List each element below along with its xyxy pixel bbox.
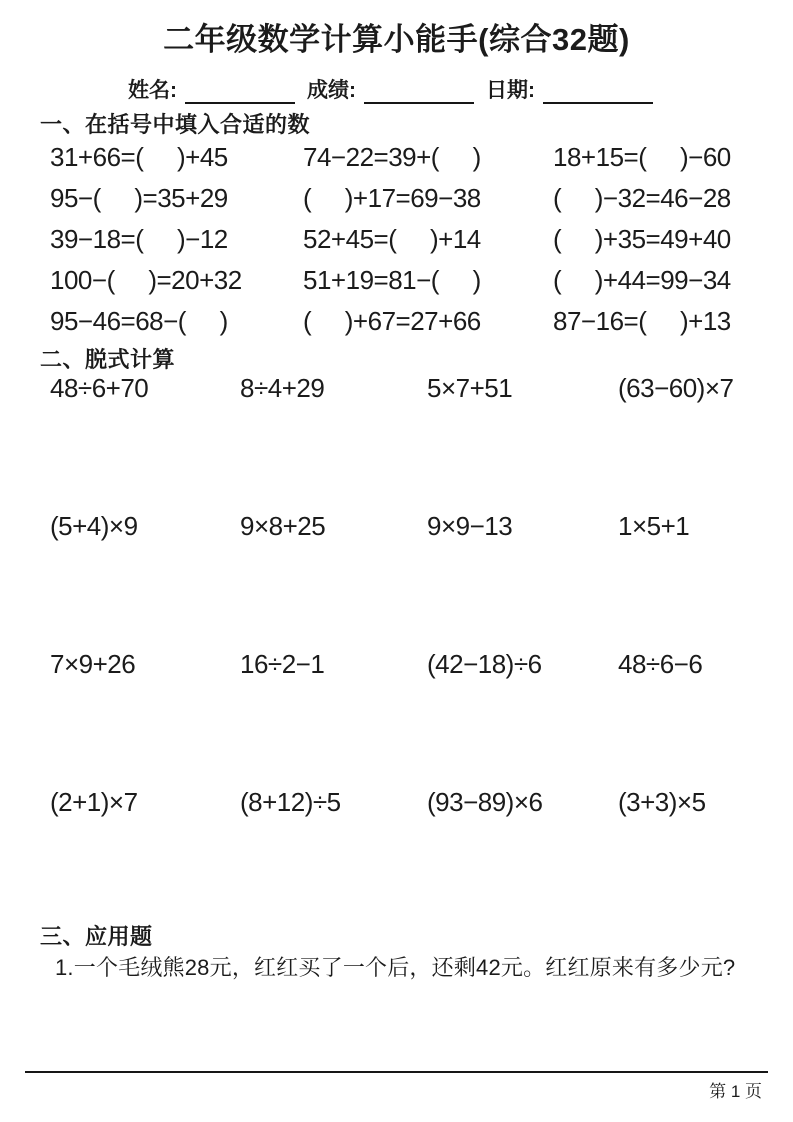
score-blank-line (364, 80, 474, 104)
score-label: 成绩: (307, 79, 356, 102)
step-calc-problem: (93−89)×6 (427, 787, 543, 817)
step-calc-problem: (8+12)÷5 (240, 787, 341, 817)
fill-blank-problem: 95−46=68−( ) (50, 306, 228, 336)
name-label: 姓名: (128, 79, 177, 102)
fill-blank-problem: ( )+17=69−38 (303, 183, 481, 213)
fill-blank-problem: ( )+44=99−34 (553, 265, 731, 295)
fill-blank-problem: 100−( )=20+32 (50, 265, 242, 295)
step-calc-problem: (42−18)÷6 (427, 649, 542, 679)
step-calc-problem: 9×9−13 (427, 511, 513, 541)
step-calc-problem: 7×9+26 (50, 649, 136, 679)
student-info-row (128, 74, 653, 104)
step-calc-problem: (5+4)×9 (50, 511, 138, 541)
step-calculation-problems-grid (50, 372, 765, 924)
section-2-heading: 二、脱式计算 (40, 347, 176, 372)
date-blank-line (543, 80, 653, 104)
step-calc-problem: 9×8+25 (240, 511, 326, 541)
fill-blank-problem: 95−( )=35+29 (50, 183, 228, 213)
step-calc-problem: (3+3)×5 (618, 787, 706, 817)
fill-blank-problem: 74−22=39+( ) (303, 142, 481, 172)
step-calc-problem: 8÷4+29 (240, 373, 325, 403)
step-calc-problem: 5×7+51 (427, 373, 513, 403)
page-number: 第 1 页 (709, 1082, 762, 1101)
fill-blank-problem: 52+45=( )+14 (303, 224, 481, 254)
step-calc-problem: 16÷2−1 (240, 649, 325, 679)
fill-blank-problem: ( )+35=49+40 (553, 224, 731, 254)
word-problem-1: 1.一个毛绒熊28元，红红买了一个后，还剩42元。红红原来有多少元? (55, 955, 736, 980)
fill-blank-problem: ( )−32=46−28 (553, 183, 731, 213)
section-1-heading: 一、在括号中填入合适的数 (40, 112, 311, 137)
fill-blank-problem: ( )+67=27+66 (303, 306, 481, 336)
step-calc-problem: (63−60)×7 (618, 373, 734, 403)
fill-blank-problem: 39−18=( )−12 (50, 224, 228, 254)
step-calc-problem: 48÷6−6 (618, 649, 703, 679)
step-calc-problem: 48÷6+70 (50, 373, 149, 403)
step-calc-problem: (2+1)×7 (50, 787, 138, 817)
fill-blank-problems-grid (50, 137, 760, 342)
step-calc-problem: 1×5+1 (618, 511, 690, 541)
section-3-heading: 三、应用题 (40, 924, 153, 949)
fill-blank-problem: 87−16=( )+13 (553, 306, 731, 336)
fill-blank-problem: 31+66=( )+45 (50, 142, 228, 172)
fill-blank-problem: 51+19=81−( ) (303, 265, 481, 295)
footer-divider (25, 1071, 768, 1073)
page-title: 二年级数学计算小能手(综合32题) (163, 22, 630, 57)
fill-blank-problem: 18+15=( )−60 (553, 142, 731, 172)
name-blank-line (185, 80, 295, 104)
date-label: 日期: (486, 79, 535, 102)
